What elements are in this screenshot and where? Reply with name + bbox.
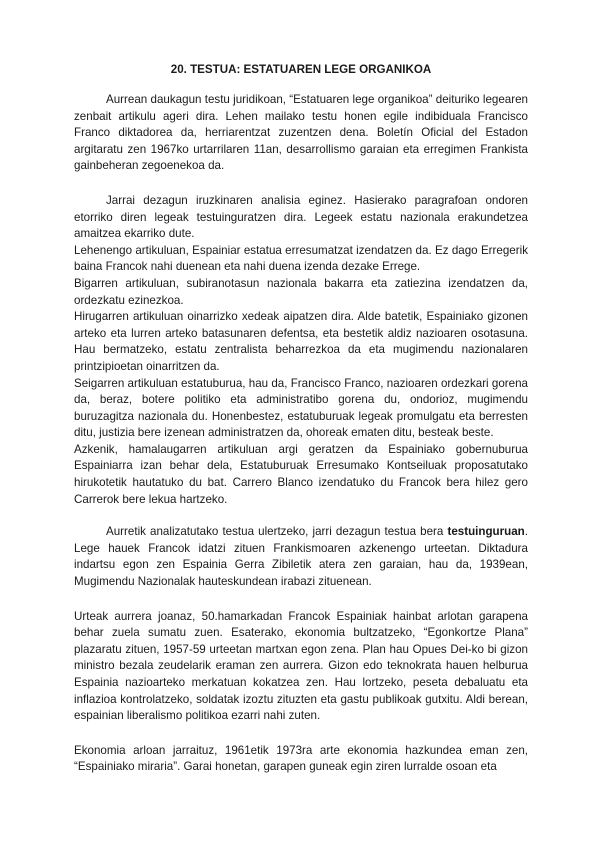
paragraph-stabilization-plan: Urteak aurrera joanaz, 50.hamarkadan Francok Espainiak hainbat arlotan garapena behar zuela sumatu zuen. Esaterako, ekonomia bultzatzeko, “Egonkortze Plana” plazaratu zituen, 1957-59 urteetan martxan egon zena. Plan hau Opues Dei-ko bi gizon ministro bezala zeudelarik eraman zen aurrera. Gizon edo teknokrata hauen helburua Espainia nazioarteko merkatuan kokatzea zen. Hau lortzeko, peseta debaluatu eta inflazioa kontrolatzeko, soldatak izoztu zituzten eta gastu publikoak gutxitu. Aldi berean, espainian liberalismo politikoa ezarri nahi zuten. bbox=[74, 609, 528, 723]
paragraph-article-2: Bigarren artikuluan, subiranotasun nazionala bakarra eta zatiezina izendatzen da, ordezkatu ezinezkoa. bbox=[74, 276, 528, 307]
context-bold-term: testuinguruan bbox=[447, 525, 525, 539]
context-text-start: Aurretik analizatutako testua ulertzeko, jarri dezagun testua bera bbox=[106, 525, 448, 539]
paragraph-context bbox=[74, 524, 528, 590]
paragraph-article-6: Seigarren artikuluan estatuburua, hau da, Francisco Franco, nazioaren ordezkari gorena da, beraz, botere politiko eta administratibo gorena du, ondorioz, mugimendu buruzagitza nazionala du. Honenbestez, estatuburuak legeak promulgatu eta berresten ditu, justizia bere izenean administratzen da, ohoreak ematen ditu, besteak beste. bbox=[74, 376, 528, 440]
paragraph-economic-miracle: Ekonomia arloan jarraituz, 1961etik 1973ra arte ekonomia hazkundea eman zen, “Espainiako miraria”. Garai honetan, garapen guneak egin ziren lurralde osoan eta bbox=[74, 743, 528, 774]
paragraph-article-3: Hirugarren artikuluan oinarrizko xedeak aipatzen dira. Alde batetik, Espainiako gizonen arteko eta lurren arteko batasunaren defentsa, eta bestetik aldiz nazioaren osotasuna. Hau bermatzeko, estatu zentralista beharrezkoa da eta mugimendu nazionalaren printzipioetan oinarritzen da. bbox=[74, 310, 528, 373]
document-title: 20. TESTUA: ESTATUAREN LEGE ORGANIKOA bbox=[170, 63, 432, 76]
paragraph-article-1: Lehenengo artikuluan, Espainiar estatua erresumatzat izendatzen da. Ez dago Erregerik baina Francok nahi duenean eta nahi duena izenda dezake Errege. bbox=[74, 243, 528, 274]
paragraph-analysis-start: Jarrai dezagun iruzkinaren analisia eginez. Hasierako paragrafoan ondoren etorriko diren legeak testuinguratzen dira. Legeek estatu nazionala erakundetzea amaitzea ekarriko dute. bbox=[74, 193, 528, 241]
document-page bbox=[74, 62, 528, 776]
paragraph-intro: Aurrean daukagun testu juridikoan, “Estatuaren lege organikoa” deituriko legearen zenbait artikulu ageri dira. Lehen mailako testu honen egile indibiduala Francisco Franco diktadorea da, herriarentzat zuzentzen dena. Boletín Oficial del Estadon argitaratu zen 1967ko urtarrilaren 11an, desarrollismo garaian eta erregimen Frankista gainbeheran zegoenekoa da. bbox=[74, 93, 528, 173]
paragraph-article-14: Azkenik, hamalaugarren artikuluan argi geratzen da Espainiako gobernuburua Espainiarra izan behar dela, Estatuburuak Erresumako Kontseiluak proposatutako hirukotetik hautatuko du bat. Carrero Blanco izendatuko du Francok bera hilez gero Carrerok bere lekua hartzeko. bbox=[74, 442, 528, 506]
context-text-end: . Lege hauek Francok idatzi zituen Frankismoaren azkenengo urteetan. Diktadura indartsu egon zen Espainia Gerra Zibiletik atera zen garaian, hau da, 1939ean, Mugimendu Nazionalak hauteskundean irabazi zituenean. bbox=[74, 525, 528, 589]
